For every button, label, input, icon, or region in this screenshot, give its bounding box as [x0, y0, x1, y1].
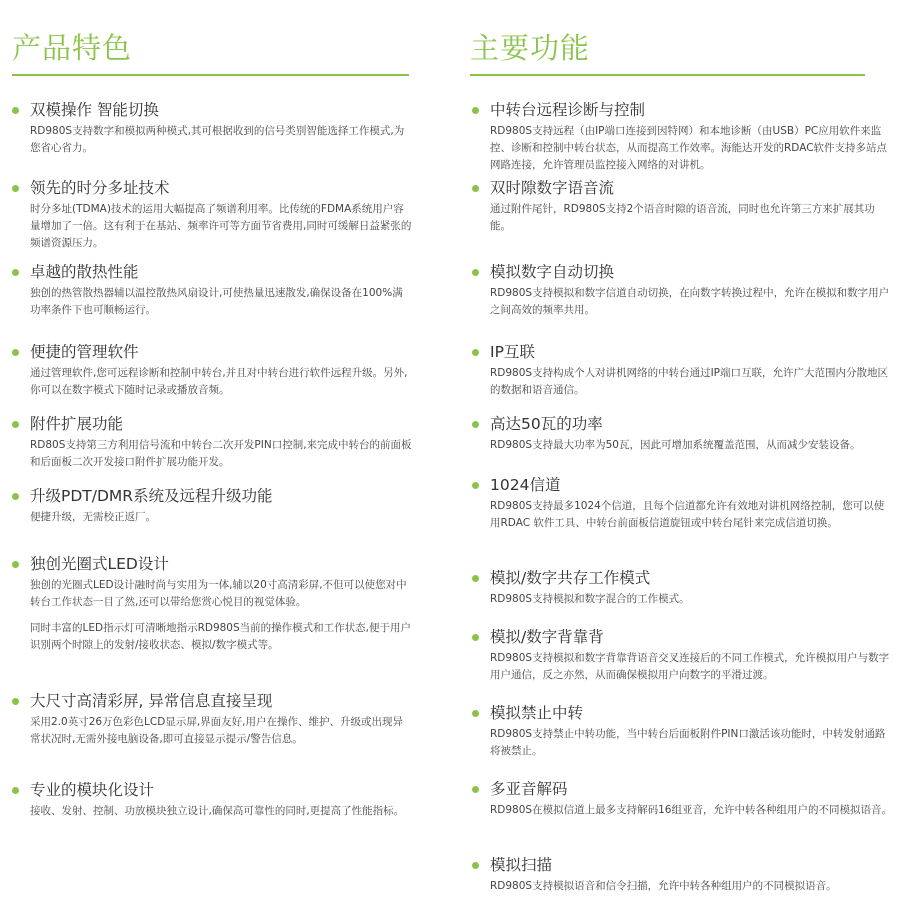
- feature-description: 时分多址(TDMA)技术的运用大幅提高了频谱利用率。比传统的FDMA系统用户容量增加了一倍。这有利于在基站、频率许可等方面节省费用,同时可缓解日益紧张的频谱资源压力。: [30, 203, 412, 249]
- bullet-dot-icon: [472, 710, 479, 717]
- function-item: [472, 341, 892, 399]
- feature-title: 卓越的散热性能: [30, 263, 139, 281]
- function-item: [472, 177, 892, 235]
- heading-divider: [12, 74, 409, 76]
- function-title: IP互联: [490, 343, 535, 361]
- function-title: 模拟/数字背靠背: [490, 628, 604, 646]
- feature-description: 通过管理软件,您可远程诊断和控制中转台,并且对中转台进行软件远程升级。另外,你可以在数字模式下随时记录或播放音频。: [30, 367, 408, 396]
- feature-title: 升级PDT/DMR系统及远程升级功能: [30, 487, 273, 505]
- function-description: RD980S支持禁止中转功能，当中转台后面板附件PIN口激活该功能时，中转发射通路将被禁止。: [490, 728, 886, 757]
- bullet-dot-icon: [472, 862, 479, 869]
- function-item: [472, 474, 892, 532]
- bullet-dot-icon: [472, 786, 479, 793]
- function-title: 高达50瓦的功率: [490, 415, 603, 433]
- feature-description: 独创的光圈式LED设计融时尚与实用为一体,辅以20寸高清彩屏,不但可以使您对中转台工作状态一目了然,还可以带给您赏心悦目的视觉体验。: [30, 579, 407, 608]
- feature-title: 独创光圈式LED设计: [30, 555, 169, 573]
- feature-title: 双模操作 智能切换: [30, 101, 159, 119]
- function-title: 中转台远程诊断与控制: [490, 101, 646, 119]
- feature-description: 独创的热管散热器辅以温控散热风扇设计,可使热量迅速散发,确保设备在100%满功率条件下也可顺畅运行。: [30, 287, 403, 316]
- function-title: 多亚音解码: [490, 780, 568, 798]
- feature-title: 专业的模块化设计: [30, 781, 155, 799]
- feature-item: [12, 177, 412, 252]
- feature-description-extra: 同时丰富的LED指示灯可清晰地指示RD980S当前的操作模式和工作状态,便于用户识别两个时隙上的发射/接收状态、模拟/数字模式等。: [30, 622, 411, 651]
- function-title: 双时隙数字语音流: [490, 179, 615, 197]
- feature-description: RD980S支持数字和模拟两种模式,其可根据收到的信号类别智能选择工作模式,为您省心省力。: [30, 125, 405, 154]
- bullet-dot-icon: [12, 185, 19, 192]
- feature-description: RD80S支持第三方利用信号流和中转台二次开发PIN口控制,来完成中转台的前面板和后面板二次开发接口附件扩展功能开发。: [30, 439, 412, 468]
- feature-item: [12, 261, 412, 319]
- bullet-dot-icon: [472, 482, 479, 489]
- function-title: 1024信道: [490, 476, 561, 494]
- function-description: RD980S支持模拟和数字信道自动切换，在向数字转换过程中，允许在模拟和数字用户之间高效的频率共用。: [490, 287, 890, 316]
- feature-description: 采用2.0英寸26万色彩色LCD显示屏,界面友好,用户在操作、维护、升级或出现异常状况时,无需外接电脑设备,即可直接显示提示/警告信息。: [30, 716, 403, 745]
- feature-description: 便捷升级，无需校正返厂。: [30, 511, 156, 523]
- section-heading-features: 产品特色: [12, 31, 133, 65]
- function-description: RD980S支持构成个人对讲机网络的中转台通过IP端口互联，允许广大范围内分散地区的数据和语音通信。: [490, 367, 889, 396]
- heading-divider: [470, 74, 865, 76]
- bullet-dot-icon: [472, 634, 479, 641]
- function-title: 模拟禁止中转: [490, 704, 584, 722]
- function-description: RD980S支持模拟语音和信令扫描，允许中转各种组用户的不同模拟语音。: [490, 880, 837, 892]
- feature-title: 大尺寸高清彩屏, 异常信息直接呈现: [30, 692, 273, 710]
- function-title: 模拟数字自动切换: [490, 263, 615, 281]
- feature-item: [12, 485, 412, 526]
- feature-item: [12, 779, 412, 820]
- function-item: [472, 854, 892, 895]
- function-title: 模拟扫描: [490, 856, 553, 874]
- bullet-dot-icon: [472, 269, 479, 276]
- feature-item: [12, 413, 412, 471]
- function-description: RD980S支持模拟和数字混合的工作模式。: [490, 593, 690, 605]
- bullet-dot-icon: [12, 787, 19, 794]
- bullet-dot-icon: [12, 698, 19, 705]
- bullet-dot-icon: [472, 575, 479, 582]
- bullet-dot-icon: [12, 561, 19, 568]
- bullet-dot-icon: [12, 349, 19, 356]
- bullet-dot-icon: [12, 493, 19, 500]
- bullet-dot-icon: [472, 421, 479, 428]
- function-description: RD980S支持最大功率为50瓦，因此可增加系统覆盖范围，从而减少安装设备。: [490, 439, 861, 451]
- function-description: RD980S支持模拟和数字背靠背语音交叉连接后的不同工作模式，允许模拟用户与数字用户通信，反之亦然，从而确保模拟用户向数字的平滑过渡。: [490, 652, 890, 681]
- function-title: 模拟/数字共存工作模式: [490, 569, 651, 587]
- feature-title: 便捷的管理软件: [30, 343, 139, 361]
- bullet-dot-icon: [12, 269, 19, 276]
- function-item: [472, 778, 892, 819]
- feature-title: 领先的时分多址技术: [30, 179, 170, 197]
- feature-item: [12, 99, 412, 157]
- bullet-dot-icon: [472, 185, 479, 192]
- section-heading-functions: 主要功能: [470, 31, 591, 65]
- bullet-dot-icon: [472, 349, 479, 356]
- function-description: RD980S支持最多1024个信道，且每个信道都允许有效地对讲机网络控制，您可以使用RDAC 软件工具、中转台前面板信道旋钮或中转台尾针来完成信道切换。: [490, 500, 885, 529]
- function-item: [472, 626, 892, 684]
- feature-title: 附件扩展功能: [30, 415, 124, 433]
- function-item: [472, 567, 892, 608]
- function-item: [472, 702, 892, 760]
- feature-description: 接收、发射、控制、功放模块独立设计,确保高可靠性的同时,更提高了性能指标。: [30, 805, 405, 817]
- feature-item: [12, 553, 412, 654]
- function-item: [472, 413, 892, 454]
- feature-item: [12, 341, 412, 399]
- function-item: [472, 99, 892, 174]
- function-description: RD980S支持远程（由IP端口连接到因特网）和本地诊断（由USB）PC应用软件来监控、诊断和控制中转台状态，从而提高工作效率。海能达开发的RDAC软件支持多站点网路连接，允许管理员监控接入网络的对讲机。: [490, 125, 888, 171]
- function-description: RD980S在模拟信道上最多支持解码16组亚音，允许中转各种组用户的不同模拟语音。: [490, 804, 892, 816]
- bullet-dot-icon: [472, 107, 479, 114]
- function-item: [472, 261, 892, 319]
- bullet-dot-icon: [12, 107, 19, 114]
- feature-item: [12, 690, 412, 748]
- function-description: 通过附件尾针，RD980S支持2个语音时隙的语音流，同时也允许第三方来扩展其功能。: [490, 203, 875, 232]
- bullet-dot-icon: [12, 421, 19, 428]
